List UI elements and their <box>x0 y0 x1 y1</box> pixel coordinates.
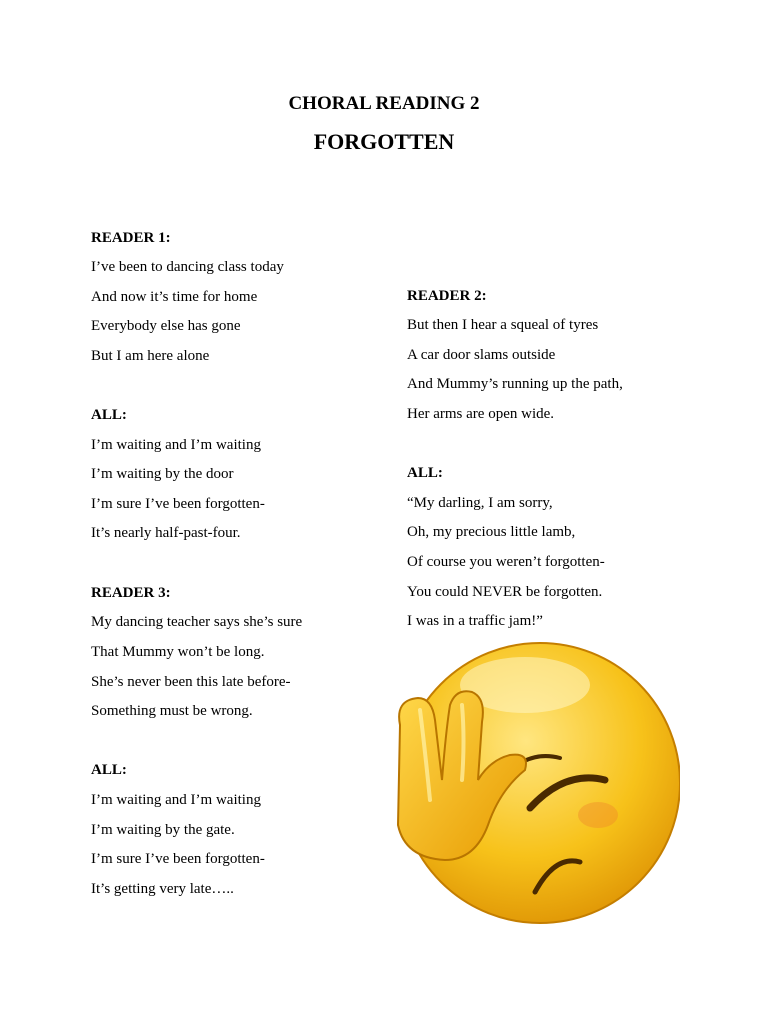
poem-line: My dancing teacher says she’s sure <box>91 614 303 630</box>
poem-line: But then I hear a squeal of tyres <box>407 317 599 333</box>
poem-line: I was in a traffic jam!” <box>407 613 543 629</box>
document-subtitle: CHORAL READING 2 <box>288 93 480 114</box>
poem-line: “My darling, I am sorry, <box>407 495 553 511</box>
poem-line: Everybody else has gone <box>91 318 241 334</box>
poem-line: That Mummy won’t be long. <box>91 644 265 660</box>
stanza-heading: ALL: <box>91 407 127 423</box>
poem-line: I’m waiting and I’m waiting <box>91 437 261 453</box>
poem-line: It’s nearly half-past-four. <box>91 525 241 541</box>
poem-line: A car door slams outside <box>407 347 556 363</box>
poem-line: I’m waiting by the gate. <box>91 822 235 838</box>
facepalm-emoji-icon <box>380 630 680 930</box>
poem-line: I’m sure I’ve been forgotten- <box>91 851 265 867</box>
poem-line: I’m waiting and I’m waiting <box>91 792 261 808</box>
stanza-heading: READER 3: <box>91 585 171 601</box>
poem-line: Something must be wrong. <box>91 703 253 719</box>
poem-line: Her arms are open wide. <box>407 406 555 422</box>
poem-line: It’s getting very late….. <box>91 881 234 897</box>
poem-line: And now it’s time for home <box>91 289 258 305</box>
poem-line: I’m waiting by the door <box>91 466 234 482</box>
poem-line: Oh, my precious little lamb, <box>407 524 576 540</box>
poem-line: You could NEVER be forgotten. <box>407 584 603 600</box>
stanza-heading: ALL: <box>407 465 443 481</box>
stanza-heading: READER 2: <box>407 288 487 304</box>
poem-line: I’m sure I’ve been forgotten- <box>91 496 265 512</box>
poem-line: I’ve been to dancing class today <box>91 259 284 275</box>
poem-line: But I am here alone <box>91 348 210 364</box>
document-title: FORGOTTEN <box>313 129 455 154</box>
stanza-heading: ALL: <box>91 762 127 778</box>
stanza-heading: READER 1: <box>91 230 171 246</box>
poem-line: And Mummy’s running up the path, <box>407 376 623 392</box>
poem-line: She’s never been this late before- <box>91 674 291 690</box>
poem-line: Of course you weren’t forgotten- <box>407 554 605 570</box>
